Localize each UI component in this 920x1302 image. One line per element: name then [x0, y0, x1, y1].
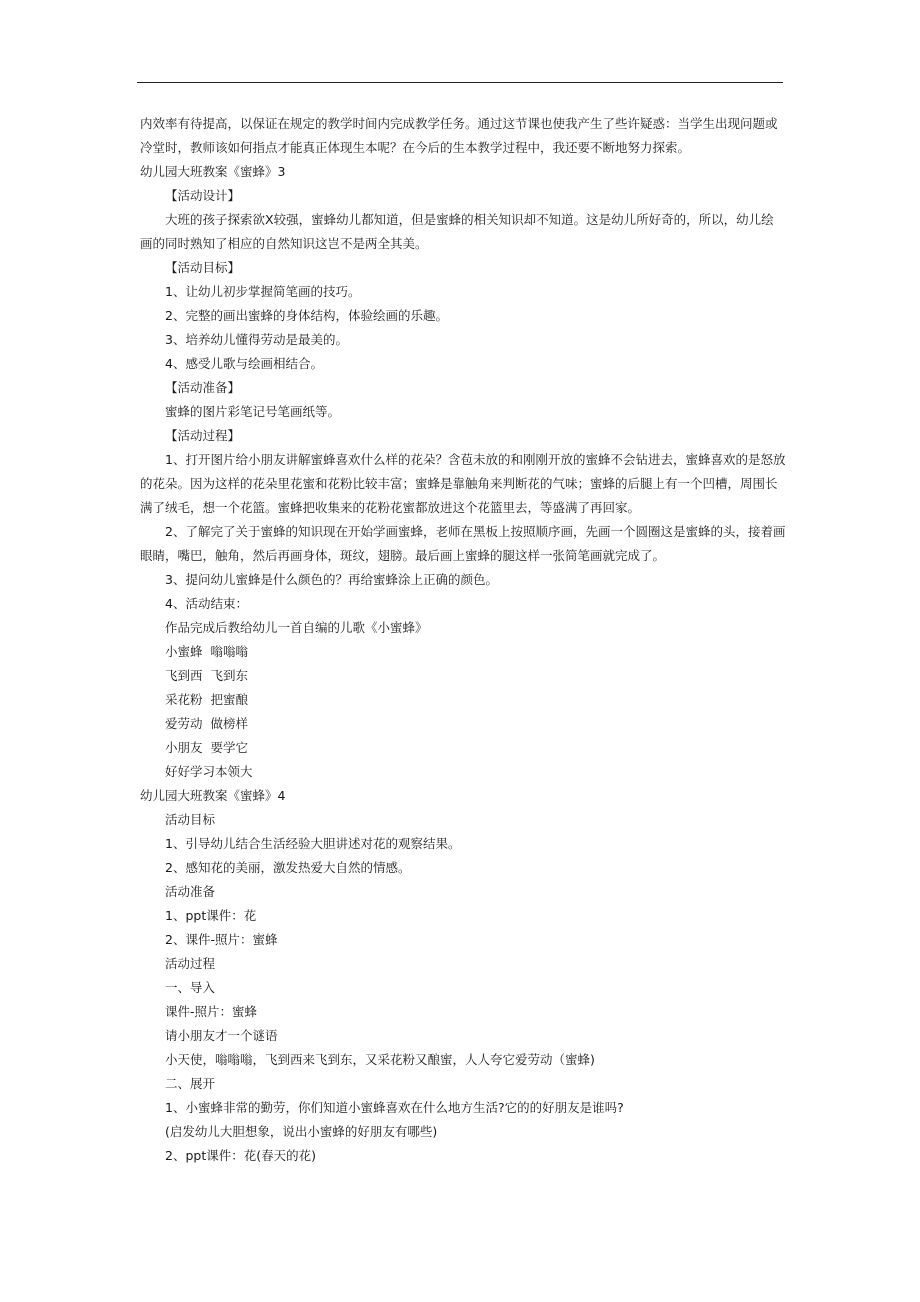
paragraph: 飞到西 飞到东 — [165, 668, 248, 683]
paragraph: 采花粉 把蜜酿 — [165, 692, 248, 707]
paragraph: 1、让幼儿初步掌握简笔画的技巧。 — [165, 284, 361, 299]
paragraph: 2、课件-照片：蜜蜂 — [165, 932, 278, 947]
paragraph: (启发幼儿大胆想象，说出小蜜蜂的好朋友有哪些) — [165, 1124, 438, 1139]
paragraph: 4、感受儿歌与绘画相结合。 — [165, 356, 323, 371]
paragraph: 内效率有待提高，以保证在规定的教学时间内完成教学任务。通过这节课也使我产生了些许疑惑：当学生出现问题或冷堂时，教师该如何指点才能真正体现生本呢？在今后的生本教学过程中，我还要不断地努力探索。 — [140, 116, 778, 155]
paragraph: 活动准备 — [165, 884, 216, 899]
paragraph: 好好学习本领大 — [165, 764, 253, 779]
paragraph: 小天使，嗡嗡嗡，飞到西来飞到东，又采花粉又酿蜜，人人夸它爱劳动（蜜蜂) — [165, 1052, 595, 1067]
section-heading: 幼儿园大班教案《蜜蜂》3 — [140, 164, 286, 179]
paragraph: 2、ppt课件：花(春天的花) — [165, 1148, 316, 1163]
paragraph: 2、完整的画出蜜蜂的身体结构，体验绘画的乐趣。 — [165, 308, 448, 323]
paragraph: 1、ppt课件：花 — [165, 908, 257, 923]
paragraph: 活动目标 — [165, 812, 216, 827]
paragraph: 3、提问幼儿蜜蜂是什么颜色的？再给蜜蜂涂上正确的颜色。 — [165, 572, 498, 587]
paragraph: 1、打开图片给小朋友讲解蜜蜂喜欢什么样的花朵？含苞未放的和刚刚开放的蜜蜂不会钻进去，蜜蜂喜欢的是怒放的花朵。因为这样的花朵里花蜜和花粉比较丰富；蜜蜂是靠触角来判断花的气味；蜜蜂的后腿上有一个凹槽，周围长满了绒毛，想一个花篮。蜜蜂把收集来的花粉花蜜都放进这个花篮里去，等盛满了再回家。 — [140, 452, 786, 515]
paragraph: 【活动设计】 — [165, 188, 241, 203]
paragraph: 一、导入 — [165, 980, 216, 995]
paragraph: 4、活动结束： — [165, 596, 248, 611]
paragraph: 【活动准备】 — [165, 380, 241, 395]
document-body — [140, 112, 786, 1168]
header-rule — [137, 82, 783, 83]
paragraph: 请小朋友才一个谜语 — [165, 1028, 278, 1043]
paragraph: 作品完成后教给幼儿一首自编的儿歌《小蜜蜂》 — [165, 620, 428, 635]
paragraph: 1、引导幼儿结合生活经验大胆讲述对花的观察结果。 — [165, 836, 461, 851]
paragraph: 2、感知花的美丽，激发热爱大自然的情感。 — [165, 860, 411, 875]
paragraph: 【活动过程】 — [165, 428, 241, 443]
section-heading: 幼儿园大班教案《蜜蜂》4 — [140, 788, 286, 803]
paragraph: 1、小蜜蜂非常的勤劳，你们知道小蜜蜂喜欢在什么地方生活?它的的好朋友是谁吗? — [165, 1100, 624, 1115]
paragraph: 活动过程 — [165, 956, 216, 971]
paragraph: 2、了解完了关于蜜蜂的知识现在开始学画蜜蜂，老师在黑板上按照顺序画，先画一个圆圈这是蜜蜂的头，接着画眼睛，嘴巴，触角，然后再画身体，斑纹，翅膀。最后画上蜜蜂的腿这样一张简笔画就完成了。 — [140, 524, 786, 563]
paragraph: 蜜蜂的图片彩笔记号笔画纸等。 — [165, 404, 341, 419]
paragraph: 3、培养幼儿懂得劳动是最美的。 — [165, 332, 348, 347]
paragraph: 课件-照片：蜜蜂 — [165, 1004, 258, 1019]
paragraph: 大班的孩子探索欲X较强，蜜蜂幼儿都知道，但是蜜蜂的相关知识却不知道。这是幼儿所好奇的，所以，幼儿绘画的同时熟知了相应的自然知识这岂不是两全其美。 — [140, 212, 774, 251]
paragraph: 二、展开 — [165, 1076, 216, 1091]
paragraph: 【活动目标】 — [165, 260, 241, 275]
paragraph: 小朋友 要学它 — [165, 740, 248, 755]
paragraph: 爱劳动 做榜样 — [165, 716, 248, 731]
paragraph: 小蜜蜂 嗡嗡嗡 — [165, 644, 248, 659]
